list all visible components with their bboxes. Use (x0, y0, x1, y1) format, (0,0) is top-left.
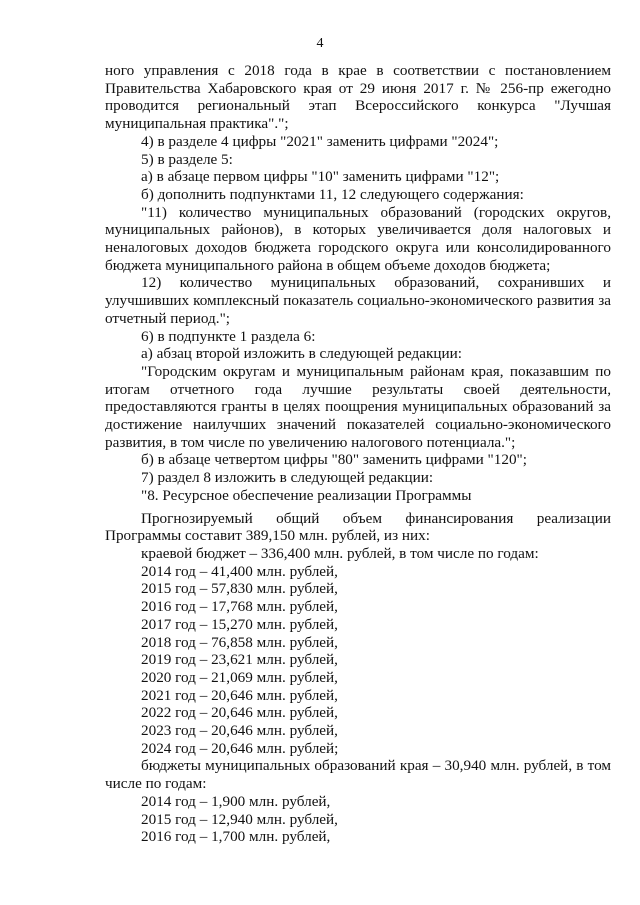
year-line: 2024 год – 20,646 млн. рублей; (141, 739, 339, 757)
paragraph: а) абзац второй изложить в следующей редакции: (141, 345, 463, 363)
year-line: 2019 год – 23,621 млн. рублей, (141, 651, 338, 669)
year-line: 2017 год – 15,270 млн. рублей, (141, 615, 338, 633)
year-line: 2023 год – 20,646 млн. рублей, (141, 722, 338, 740)
paragraph: 12) количество муниципальных образований, сохранивших и улучшивших комплексный показатель социально-экономического развития за отчетный период."; (105, 274, 611, 327)
paragraph: 5) в разделе 5: (141, 150, 233, 168)
paragraph: Прогнозируемый общий объем финансирования реализации Программы составит 389,150 млн. рублей, из них: (105, 509, 611, 545)
year-line: 2020 год – 21,069 млн. рублей, (141, 668, 338, 686)
year-line: 2016 год – 17,768 млн. рублей, (141, 598, 338, 616)
page-number: 4 (316, 36, 324, 51)
paragraph: ного управления с 2018 года в крае в соответствии с постановлением Правительства Хабаровского края от 29 июня 2017 г. № 256-пр ежегодно проводится региональный этап Всероссийского конкурса "Лучшая муниципальная практика"."; (105, 62, 611, 133)
paragraph: бюджеты муниципальных образований края – 30,940 млн. рублей, в том числе по годам: (105, 757, 611, 793)
document-body (105, 62, 611, 846)
paragraph: б) дополнить подпунктами 11, 12 следующего содержания: (141, 185, 524, 203)
year-line: 2016 год – 1,700 млн. рублей, (141, 828, 331, 846)
year-line: 2014 год – 41,400 млн. рублей, (141, 562, 338, 580)
paragraph: б) в абзаце четвертом цифры "80" заменить цифрами "120"; (141, 451, 527, 469)
paragraph: краевой бюджет – 336,400 млн. рублей, в том числе по годам: (141, 544, 539, 562)
year-line: 2021 год – 20,646 млн. рублей, (141, 686, 338, 704)
paragraph: а) в абзаце первом цифры "10" заменить цифрами "12"; (141, 168, 500, 186)
section-heading: "8. Ресурсное обеспечение реализации Программы (141, 486, 472, 504)
year-line: 2015 год – 57,830 млн. рублей, (141, 580, 338, 598)
paragraph: "11) количество муниципальных образований (городских округов, муниципальных районов), в которых увеличивается доля налоговых и неналоговых доходов бюджета городского округа или консолидированного бюджета муниципального района в общем объеме доходов бюджета; (105, 203, 611, 274)
year-line: 2015 год – 12,940 млн. рублей, (141, 810, 338, 828)
year-line: 2018 год – 76,858 млн. рублей, (141, 633, 338, 651)
paragraph: "Городским округам и муниципальным районам края, показавшим по итогам отчетного года лучшие результаты своей деятельности, предоставляются гранты в целях поощрения муниципальных образований за достижение наилучших значений показателей социально-экономического развития, в том числе по увеличению налогового потенциала."; (105, 362, 611, 451)
year-line: 2022 год – 20,646 млн. рублей, (141, 704, 338, 722)
paragraph: 4) в разделе 4 цифры "2021" заменить цифрами "2024"; (141, 132, 499, 150)
year-line: 2014 год – 1,900 млн. рублей, (141, 792, 331, 810)
paragraph: 7) раздел 8 изложить в следующей редакции: (141, 469, 434, 487)
paragraph: 6) в подпункте 1 раздела 6: (141, 327, 316, 345)
